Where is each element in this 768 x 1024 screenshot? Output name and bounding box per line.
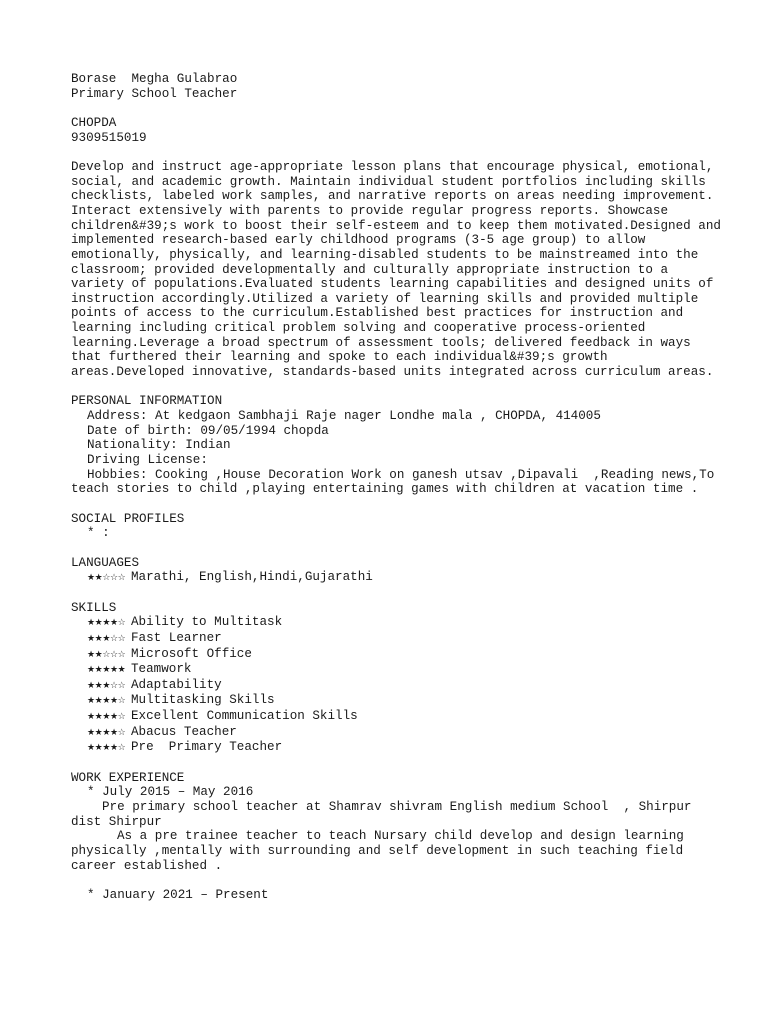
dob-line: Date of birth: 09/05/1994 chopda bbox=[87, 423, 329, 438]
language-label: Marathi, English,Hindi,Gujarathi bbox=[131, 570, 373, 585]
star-rating-icon: ★★★☆☆ bbox=[87, 680, 126, 691]
hobbies-line: Hobbies: Cooking ,House Decoration Work on ganesh utsav ,Dipavali ,Reading news,To teach stories to child ,playing entertaining games with children at vacation time . bbox=[71, 467, 722, 497]
skill-item bbox=[71, 725, 728, 741]
skill-item bbox=[71, 647, 728, 663]
city: CHOPDA bbox=[71, 115, 117, 130]
star-rating-icon: ★★★★☆ bbox=[87, 696, 126, 707]
driving-license-line: Driving License: bbox=[87, 453, 208, 468]
summary-paragraph: Develop and instruct age-appropriate lesson plans that encourage physical, emotional, social, and academic growth. Maintain individual student portfolios including skills checklists, labeled work samples, and narrative reports on areas needing improvement. Interact extensively with parents to provide regular progress reports. Showcase children&#39;s work to boost their self-esteem and to keep them motivated.Designed and implemented research-based early childhood programs (3-5 age group) to allow emotionally, physically, and learning-disabled students to be mainstreamed into the classroom; provided developmentally and culturally appropriate instruction to a variety of populations.Evaluated students learning capabilities and designed units of instruction accordingly.Utilized a variety of learning skills and provided multiple points of access to the curriculum.Established best practices for instruction and learning including critical problem solving and cooperative process-oriented learning.Leverage a broad spectrum of assessment tools; delivered feedback in ways that furthered their learning and spoke to each individual&#39;s growth areas.Developed innovative, standards-based units integrated across curriculum areas. bbox=[71, 159, 729, 380]
skill-item bbox=[71, 615, 728, 631]
star-rating-icon: ★★★★☆ bbox=[87, 712, 126, 723]
job-role: Pre primary school teacher at Shamrav shivram English medium School , Shirpur dist Shirpur bbox=[71, 800, 700, 829]
nationality-line: Nationality: Indian bbox=[87, 438, 231, 453]
section-heading: WORK EXPERIENCE bbox=[71, 770, 185, 785]
section-heading: LANGUAGES bbox=[71, 555, 140, 570]
skill-label: Excellent Communication Skills bbox=[131, 709, 358, 724]
job-period: * July 2015 – May 2016 bbox=[87, 785, 254, 800]
section-heading: PERSONAL INFORMATION bbox=[71, 394, 223, 409]
star-rating-icon: ★★☆☆☆ bbox=[87, 649, 126, 660]
address-line: Address: At kedgaon Sambhaji Raje nager Londhe mala , CHOPDA, 414005 bbox=[87, 409, 601, 424]
languages-section bbox=[71, 556, 728, 586]
section-heading: SOCIAL PROFILES bbox=[71, 511, 185, 526]
language-item bbox=[71, 570, 728, 586]
skill-item bbox=[71, 709, 728, 725]
star-rating-icon: ★★★☆☆ bbox=[87, 633, 126, 644]
phone-number: 9309515019 bbox=[71, 130, 147, 145]
star-rating-icon: ★★★★☆ bbox=[87, 618, 126, 629]
star-rating-icon: ★★★★☆ bbox=[87, 727, 126, 738]
personal-information-section bbox=[71, 394, 728, 497]
skill-item bbox=[71, 693, 728, 709]
job-description: As a pre trainee teacher to teach Nursary child develop and design learning physically ,mentally with surrounding and self development in such teaching field career established . bbox=[71, 829, 692, 873]
skill-label: Microsoft Office bbox=[131, 646, 252, 661]
skill-label: Abacus Teacher bbox=[131, 724, 237, 739]
skill-label: Adaptability bbox=[131, 677, 222, 692]
skill-item bbox=[71, 662, 728, 678]
skill-item bbox=[71, 678, 728, 694]
social-profiles-section bbox=[71, 512, 728, 541]
job-period: * January 2021 – Present bbox=[87, 887, 269, 902]
skill-label: Ability to Multitask bbox=[131, 615, 283, 630]
star-rating-icon: ★★☆☆☆ bbox=[87, 573, 126, 584]
skill-label: Teamwork bbox=[131, 662, 192, 677]
work-experience-section bbox=[71, 771, 728, 903]
skill-label: Multitasking Skills bbox=[131, 693, 275, 708]
skill-item bbox=[71, 740, 728, 756]
candidate-name: Borase Megha Gulabrao bbox=[71, 72, 238, 86]
star-rating-icon: ★★★★★ bbox=[87, 665, 126, 676]
skill-label: Fast Learner bbox=[131, 630, 222, 645]
skill-item bbox=[71, 631, 728, 647]
skills-section bbox=[71, 601, 728, 757]
section-heading: SKILLS bbox=[71, 600, 117, 615]
skill-label: Pre Primary Teacher bbox=[131, 740, 283, 755]
social-profile-item: * : bbox=[87, 526, 110, 541]
star-rating-icon: ★★★★☆ bbox=[87, 743, 126, 754]
job-title: Primary School Teacher bbox=[71, 86, 238, 101]
